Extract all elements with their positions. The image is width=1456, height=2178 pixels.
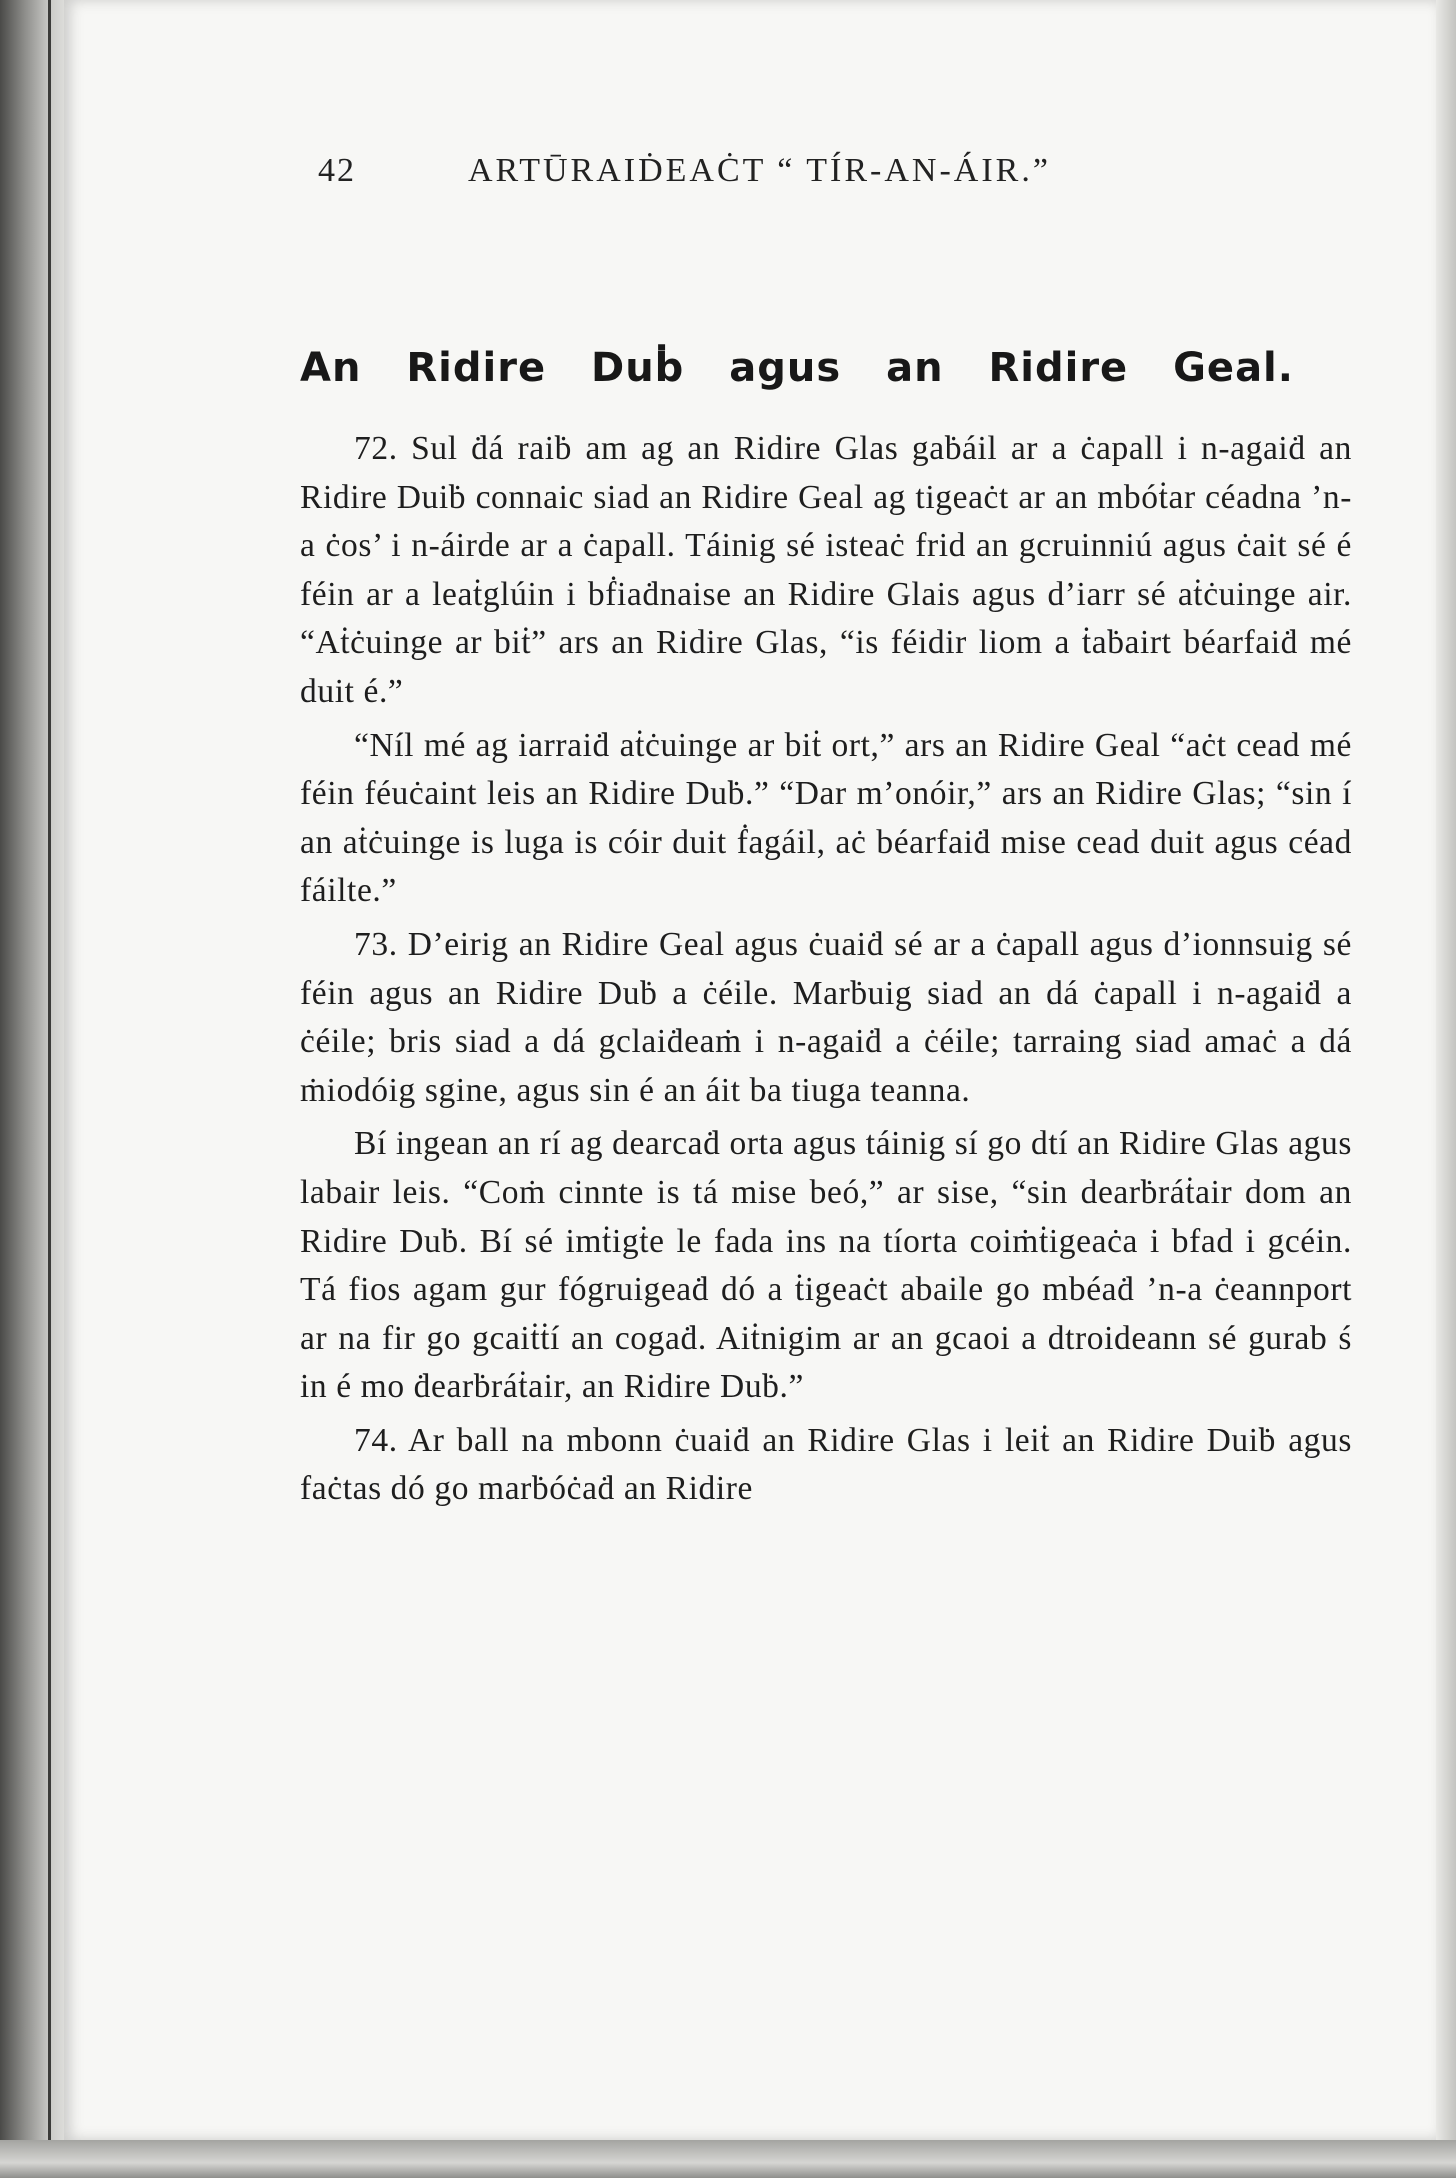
running-head: [318, 152, 1218, 202]
paragraph-73-king-daughter: Bí ingean an rí ag dearcaḋ orta agus táinig sí go dtí an Ridire Glas agus labair leis. “Coṁ cinnte is tá mise beó,” ar sise, “sin dearḃráṫair dom an Ridire Duḃ. Bí sé imṫigṫe le fada ins na tíorta coiṁṫigeaċa i bfad i gcéin. Tá fios agam gur fógruigeaḋ dó a ṫigeaċt abaile go mbéaḋ ’n-a ċeannport ar na fir go gcaiṫṫí an cogaḋ. Aiṫnigim ar an gcaoi a dtroideann sé gurab ś in é mo ḋearḃráṫair, an Ridire Duḃ.”: [300, 1125, 1352, 1406]
page-bottom-edge: [0, 2140, 1456, 2178]
page-number: 42: [318, 152, 356, 189]
section-title: An Ridire Duḃ agus an Ridire Geal.: [300, 345, 1294, 391]
paragraph-72-reply: “Níl mé ag iarraiḋ aṫċuinge ar biṫ ort,” ars an Ridire Geal “aċt cead mé féin féuċaint leis an Ridire Duḃ.” “Dar m’onóir,” ars an Ridire Glas; “sin í an aṫċuinge is luga is cóir duit ḟagáil, aċ béarfaiḋ mise cead duit agus céad fáilte.”: [300, 726, 1352, 910]
book-spine-shadow: [0, 0, 70, 2178]
paragraph-72: 72. Sul ḋá raiḃ am ag an Ridire Glas gaḃáil ar a ċapall i n-agaiḋ an Ridire Duiḃ connaic siad an Ridire Geal ag tigeaċt ar an mbóṫar céadna ’n-a ċos’ i n-áirde ar a ċapall. Táinig sé isteaċ frid an gcruinniú agus ċait sé é féin ar a leaṫglúin i bḟiaḋnaise an Ridire Glais agus d’iarr sé aṫċuinge air. “Aṫċuinge ar biṫ” ars an Ridire Glas, “is féidir liom a ṫaḃairt béarfaiḋ mé duit é.”: [300, 430, 1352, 710]
paragraph-73: 73. D’eirig an Ridire Geal agus ċuaiḋ sé ar a ċapall agus d’ionnsuig sé féin agus an Ridire Duḃ a ċéile. Marḃuig siad an dá ċapall i n-agaiḋ a ċéile; bris siad a dá gclaiḋeaṁ i n-agaiḋ a ċéile; tarraing siad amaċ a dá ṁiodóig sgine, agus sin é an áit ba tiuga teanna.: [300, 925, 1352, 1109]
book-gutter-line: [48, 0, 51, 2178]
running-head-title: ARTŪRAIḊEAĊT “ TÍR-AN-ÁIR.”: [468, 152, 1051, 189]
paragraph-74: 74. Ar ball na mbonn ċuaiḋ an Ridire Glas i leiṫ an Ridire Duiḃ agus faċtas dó go marḃóċaḋ an Ridire: [300, 1421, 1352, 1508]
body-text: [300, 425, 1352, 1514]
page-right-edge: [1436, 0, 1456, 2178]
